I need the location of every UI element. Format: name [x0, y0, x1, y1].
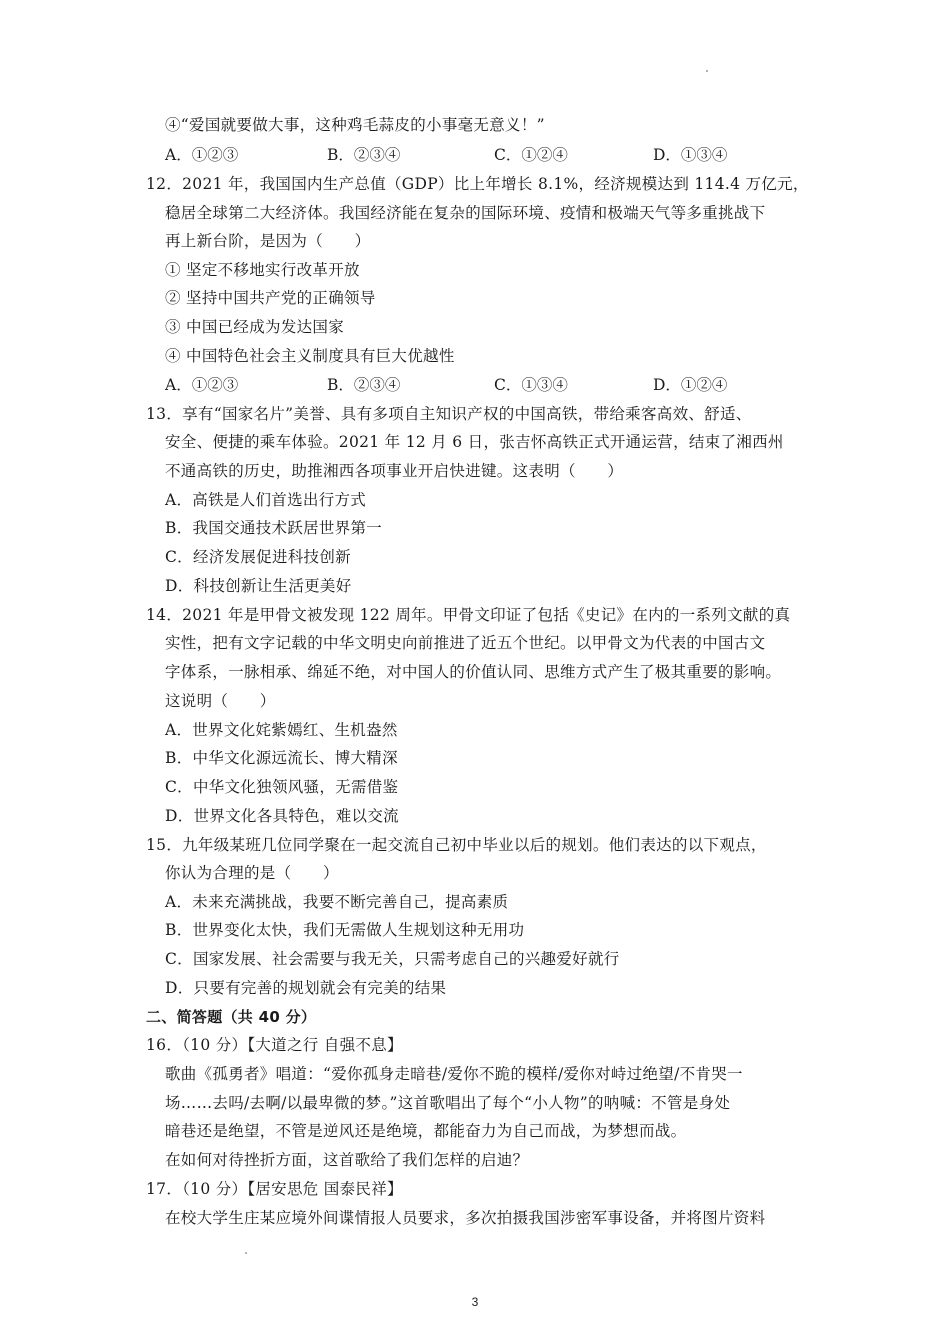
- q12-item-3: ③ 中国已经成为发达国家: [165, 318, 345, 336]
- q15-option-c: C．国家发展、社会需要与我无关，只需考虑自己的兴趣爱好就行: [165, 950, 620, 968]
- q11-item-4: ④“爱国就要做大事，这种鸡毛蒜皮的小事毫无意义！”: [165, 116, 545, 134]
- q12-option-a: A．①②③: [165, 376, 239, 394]
- q12-item-4: ④ 中国特色社会主义制度具有巨大优越性: [165, 347, 455, 365]
- q13-option-d: D．科技创新让生活更美好: [165, 577, 352, 595]
- q16-title: 16．（10 分）【大道之行 自强不息】: [146, 1036, 403, 1054]
- q12-line-3: 再上新台阶，是因为（ ）: [165, 232, 371, 250]
- q15-option-a: A．未来充满挑战，我要不断完善自己，提高素质: [165, 893, 509, 911]
- q11-option-a: A．①②③: [165, 146, 239, 164]
- section-heading: 二、简答题（共 40 分）: [146, 1008, 317, 1026]
- scan-dot: [706, 70, 708, 72]
- q14-line-4: 这说明（ ）: [165, 692, 276, 710]
- q15-line-1: 15．九年级某班几位同学聚在一起交流自己初中毕业以后的规划。他们表达的以下观点，: [146, 836, 767, 854]
- q16-line-1: 歌曲《孤勇者》唱道：“爱你孤身走暗巷/爱你不跪的模样/爱你对峙过绝望/不肯哭一: [165, 1065, 743, 1083]
- q15-line-2: 你认为合理的是（ ）: [165, 864, 339, 882]
- q15-option-b: B．世界变化太快，我们无需做人生规划这种无用功: [165, 921, 525, 939]
- q14-line-1: 14．2021 年是甲骨文被发现 122 周年。甲骨文印证了包括《史记》在内的一系列文献的真: [146, 606, 791, 624]
- q16-line-3: 暗巷还是绝望，不管是逆风还是绝境，都能奋力为自己而战，为梦想而战。: [165, 1122, 687, 1140]
- q13-option-b: B．我国交通技术跃居世界第一: [165, 519, 383, 537]
- q14-line-2: 实性，把有文字记载的中华文明史向前推进了近五个世纪。以甲骨文为代表的中国古文: [165, 634, 766, 652]
- q14-line-3: 字体系，一脉相承、绵延不绝，对中国人的价值认同、思维方式产生了极其重要的影响。: [165, 663, 782, 681]
- q12-line-2: 稳居全球第二大经济体。我国经济能在复杂的国际环境、疫情和极端天气等多重挑战下: [165, 204, 766, 222]
- q11-option-c: C．①②④: [494, 146, 568, 164]
- q15-option-d: D．只要有完善的规划就会有完美的结果: [165, 979, 447, 997]
- q13-option-a: A．高铁是人们首选出行方式: [165, 491, 367, 509]
- q12-option-d: D．①②④: [653, 376, 728, 394]
- q16-line-2: 场……去吗/去啊/以最卑微的梦。”这首歌唱出了每个“小人物”的呐喊：不管是身处: [165, 1094, 731, 1112]
- q11-option-d: D．①③④: [653, 146, 728, 164]
- q14-option-d: D．世界文化各具特色，难以交流: [165, 807, 399, 825]
- q13-option-c: C．经济发展促进科技创新: [165, 548, 351, 566]
- q17-title: 17．（10 分）【居安思危 国泰民祥】: [146, 1180, 403, 1198]
- q12-option-c: C．①③④: [494, 376, 568, 394]
- page-number: 3: [471, 1295, 479, 1309]
- scan-dot: [245, 1252, 247, 1254]
- q12-option-b: B．②③④: [327, 376, 401, 394]
- q13-line-2: 安全、便捷的乘车体验。2021 年 12 月 6 日，张吉怀高铁正式开通运营，结束了湘西州: [165, 433, 784, 451]
- q11-option-b: B．②③④: [327, 146, 401, 164]
- q13-line-1: 13．享有“国家名片”美誉、具有多项自主知识产权的中国高铁，带给乘客高效、舒适、: [146, 405, 752, 423]
- q12-line-1: 12．2021 年，我国国内生产总值（GDP）比上年增长 8.1%，经济规模达到 114.4 万亿元，: [146, 175, 809, 193]
- q14-option-c: C．中华文化独领风骚，无需借鉴: [165, 778, 399, 796]
- q14-option-b: B．中华文化源远流长、博大精深: [165, 749, 398, 767]
- q17-line-1: 在校大学生庄某应境外间谍情报人员要求，多次拍摄我国涉密军事设备，并将图片资料: [165, 1209, 766, 1227]
- q12-item-2: ② 坚持中国共产党的正确领导: [165, 289, 376, 307]
- q12-item-1: ① 坚定不移地实行改革开放: [165, 261, 360, 279]
- q16-line-4: 在如何对待挫折方面，这首歌给了我们怎样的启迪？: [165, 1151, 529, 1169]
- q14-option-a: A．世界文化姹紫嫣红、生机盎然: [165, 721, 398, 739]
- q13-line-3: 不通高铁的历史，助推湘西各项事业开启快进键。这表明（ ）: [165, 462, 624, 480]
